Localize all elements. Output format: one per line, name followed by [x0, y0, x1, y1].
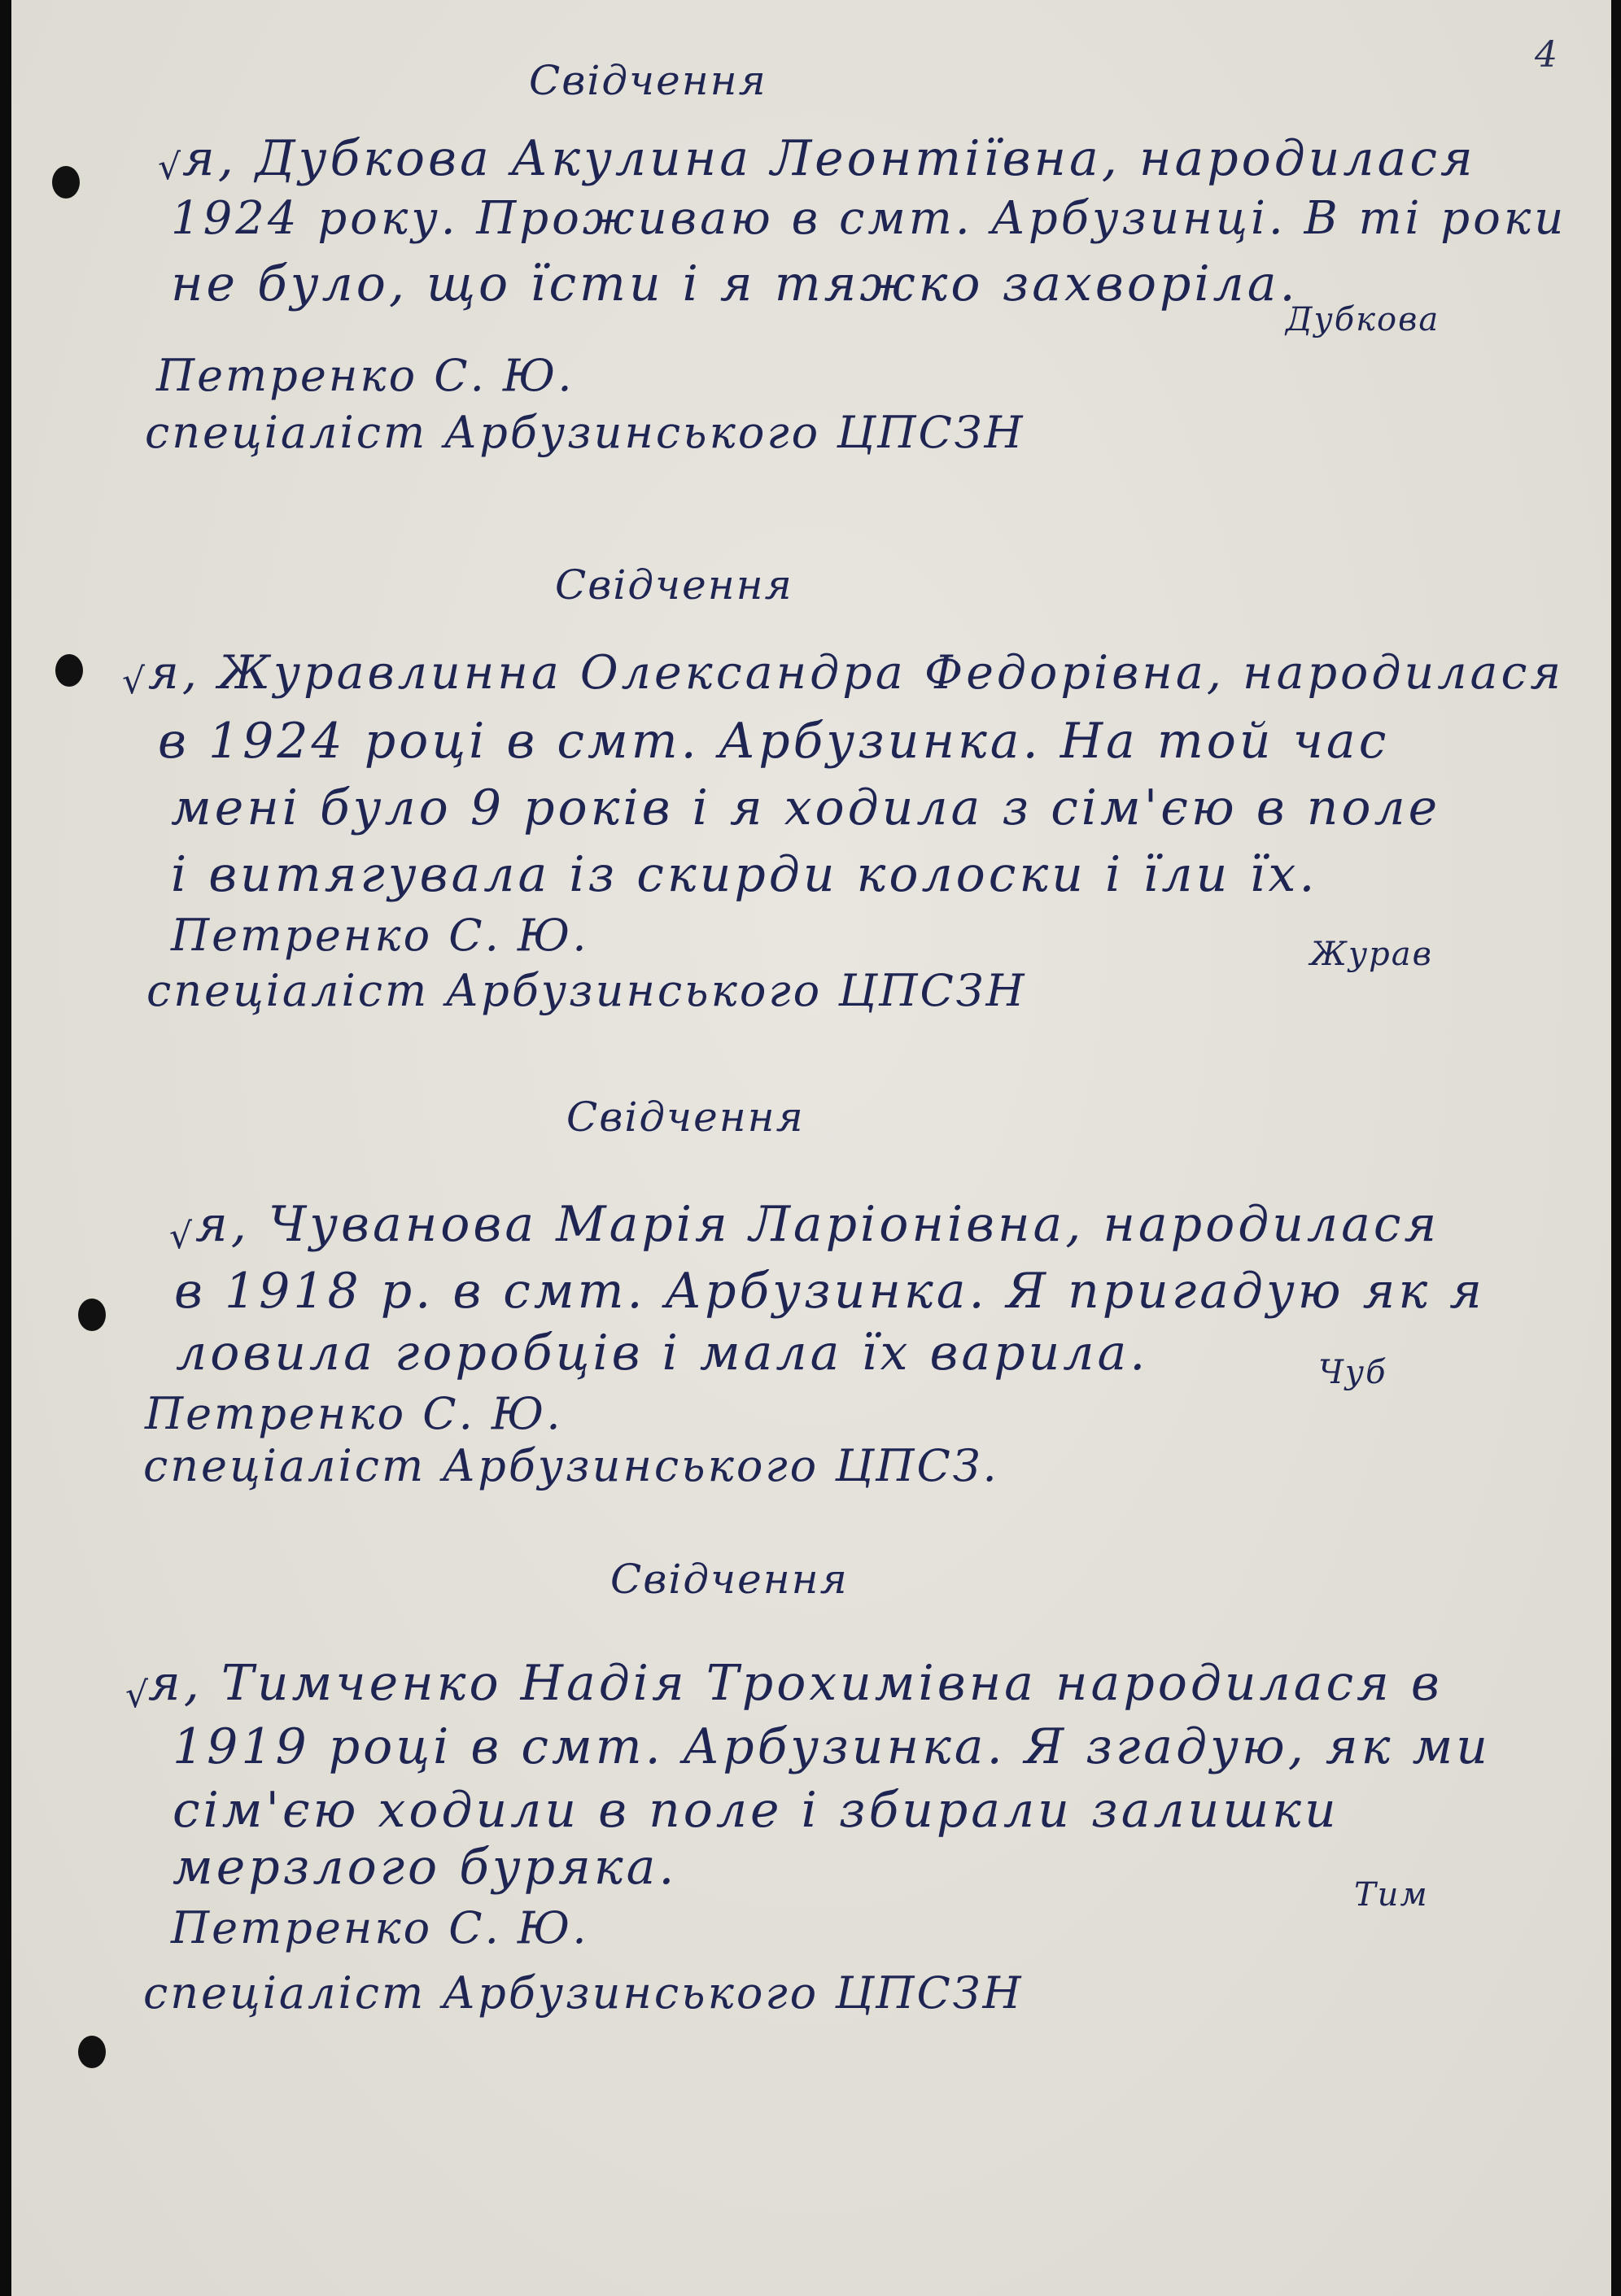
recorder-name: Петренко С. Ю.: [156, 350, 575, 401]
punch-hole: [52, 166, 80, 199]
check-mark: √: [169, 1216, 194, 1257]
statement-title: Свідчення: [610, 1556, 849, 1603]
check-mark: √: [125, 1674, 151, 1716]
statement-line: я, Журавлинна Олександра Федорівна, народилася: [148, 646, 1565, 700]
statement-line: я, Чуванова Марія Ларіонівна, народилася: [195, 1196, 1440, 1253]
statement-line: 1919 році в смт. Арбузинка. Я згадую, як ми: [173, 1718, 1491, 1775]
recorder-position: спеціаліст Арбузинського ЦПСЗН: [146, 965, 1027, 1016]
recorder-name: Петренко С. Ю.: [171, 1902, 589, 1953]
recorder-position: спеціаліст Арбузинського ЦПСЗ.: [143, 1440, 999, 1491]
punch-hole: [78, 1299, 106, 1331]
statement-title: Свідчення: [555, 561, 793, 609]
statement-line: мені було 9 років і я ходила з сім'єю в поле: [171, 779, 1441, 836]
recorder-name: Петренко С. Ю.: [145, 1388, 563, 1439]
statement-line: не було, що їсти і я тяжко захворіла.: [171, 255, 1299, 312]
statement-title: Свідчення: [529, 57, 767, 104]
statement-line: і витягувала із скирди колоски і їли їх.: [171, 846, 1318, 903]
signature: Журав: [1310, 936, 1433, 973]
signature: Чуб: [1318, 1354, 1387, 1391]
recorder-position: спеціаліст Арбузинського ЦПСЗН: [143, 1967, 1024, 2019]
punch-hole: [78, 2036, 106, 2068]
punch-hole: [55, 654, 83, 687]
recorder-name: Петренко С. Ю.: [171, 910, 589, 961]
statement-line: я, Дубкова Акулина Леонтіївна, народилася: [182, 130, 1476, 187]
document-sheet: [11, 0, 1611, 2296]
recorder-position: спеціаліст Арбузинського ЦПСЗН: [145, 407, 1025, 458]
statement-line: в 1924 році в смт. Арбузинка. На той час: [158, 713, 1390, 770]
statement-line: 1924 року. Проживаю в смт. Арбузинці. В ті роки: [171, 192, 1567, 245]
check-mark: √: [122, 661, 147, 702]
statement-line: я, Тимченко Надія Трохимівна народилася в: [148, 1655, 1443, 1712]
check-mark: √: [158, 146, 183, 188]
statement-line: в 1918 р. в смт. Арбузинка. Я пригадую як я: [174, 1263, 1486, 1320]
statement-line: мерзлого буряка.: [173, 1839, 678, 1896]
signature: Тим: [1354, 1876, 1429, 1914]
statement-line: ловила горобців і мала їх варила.: [176, 1325, 1149, 1382]
statement-line: сім'єю ходили в поле і збирали залишки: [173, 1782, 1339, 1839]
signature: Дубкова: [1286, 301, 1440, 338]
page-number: 4: [1535, 34, 1558, 76]
statement-title: Свідчення: [566, 1093, 805, 1141]
